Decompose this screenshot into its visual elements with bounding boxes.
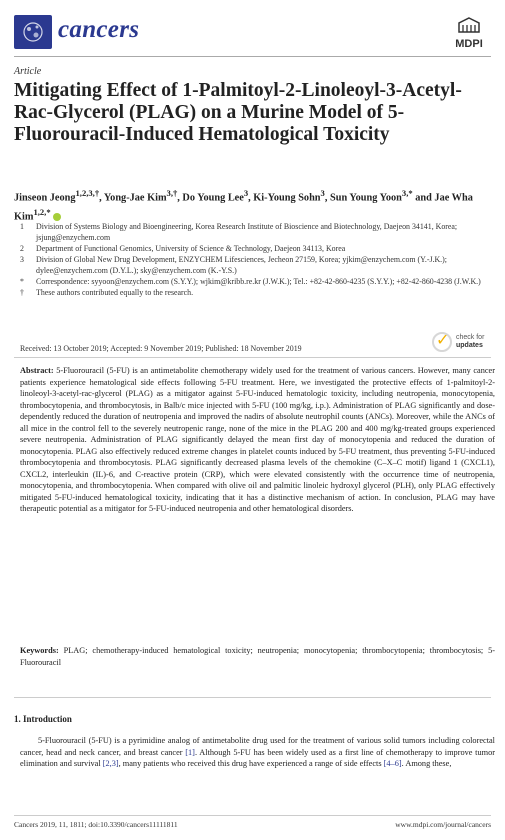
author-list [14,186,494,225]
author-name[interactable]: Yong-Jae Kim [103,192,167,204]
author-affiliation-marks: 1,2,* [33,207,51,218]
affiliation-text: Division of Systems Biology and Bioengineering, Korea Research Institute of Bioscience and Biotechnology, Daejeon 34141, Korea; jsjung@enzychem.com [36,222,458,242]
dates-divider [14,357,491,358]
footer-divider [14,815,491,816]
author-separator: , [99,192,104,204]
header-divider [14,56,491,57]
author-name[interactable]: Jae Wha Kim [14,192,473,223]
check-updates-line1: check for [456,334,485,341]
check-for-updates-button[interactable] [432,330,494,356]
correspondence-text[interactable]: Correspondence: syyoon@enzychem.com (S.Y.Y.); wjkim@kribb.re.kr (J.W.K.); Tel.: +82-42-860-4235 (S.Y.Y.); +82-42-860-4238 (J.W.K.) [36,277,481,286]
affiliation-item [20,254,490,276]
check-mark-icon: ✓ [436,330,450,349]
author-affiliation-marks: 3 [320,188,325,198]
affiliation-mark: 3 [20,255,24,264]
author-name[interactable]: Do Young Lee [182,192,244,204]
affiliation-text: Division of Global New Drug Development, ENZYCHEM Lifesciences, Jecheon 27159, Korea; yjkim@enzychem.com (Y.-J.K.); dylee@enzychem.com (D.Y.L.); sky@enzychem.com (K.-Y.S.) [36,255,447,275]
article-title: Mitigating Effect of 1-Palmitoyl-2-Linoleoyl-3-Acetyl-Rac-Glycerol (PLAG) on a Murine Model of 5-Fluorouracil-Induced Hematological Toxicity [14,80,462,145]
author-affiliation-marks: 3 [243,188,249,198]
keywords-label: Keywords: [20,646,59,655]
introduction-paragraph [20,735,495,770]
author-separator: and [412,192,435,204]
affiliation-text: Department of Functional Genomics, University of Science & Technology, Daejeon 34113, Korea [36,244,346,253]
footer-journal-url[interactable]: www.mdpi.com/journal/cancers [395,820,491,829]
publication-dates: Received: 13 October 2019; Accepted: 9 November 2019; Published: 18 November 2019 [20,344,302,353]
check-updates-line2: updates [456,342,483,349]
abstract-text: 5-Fluorouracil (5-FU) is an antimetabolite chemotherapy widely used for the treatment of various cancers. However, many cancer patients experience hematological side effects following 5-FU treatment. Here, we investigated the protective effects of 1-palmitoyl-2-linoleoyl-3-acetyl-rac-glycerol (PLAG) as a mitigator against 5-FU-induced hematologic toxicity, including neutropenia, monocytopenia, thrombocytopenia, and thrombocytosis, in Balb/c mice injected with 5-FU (100 mg/kg, i.p.). Administration of PLAG significantly and dose-dependently reduced the duration of neutropenia and improved the nadirs of absolute neutrophil counts (ANCs). Moreover, while the ANCs of all mice in the control fell to the severely neutropenic range, none of the mice in the PLAG 200 and 400 mg/kg-treated groups experienced severe neutropenia. Administration of PLAG significantly delayed the mean first day of monocytopenia and reduced the duration of monocytopenia. PLAG also effectively reduced extreme changes in platelet counts induced by 5-FU treatment, thus preventing 5-FU-induced thrombocytopenia and thrombocytosis. PLAG significantly decreased plasma levels of the chemokine (C–X–C motif) ligand 1 (CXCL1), CXCL2, interleukin (IL)-6, and C-reactive protein (CRP), which were elevated consistently with the occurrence time of neutropenia, monocytopenia, and thrombocytopenia. When compared with olive oil and palmitic linoleic hydroxyl glycerol (PLH), only PLAG effectively mitigated 5-FU-induced hematological toxicity, indicating that it has a distinctive mechanism of action. In conclusion, PLAG may have therapeutic potential as a mitigator for 5-FU-induced neutropenia and other hematological disorders. [20,366,495,513]
intro-text: . Although 5-FU has been widely used as a first line of chemotherapy to improve tumor elimination and survival [20,747,495,768]
affiliation-mark: 1 [20,222,24,231]
mdpi-logo-icon [457,17,481,33]
note-mark: † [20,288,24,297]
article-type: Article [14,66,42,77]
intro-text: . Among these, [401,759,452,768]
section-divider [14,697,491,698]
footer-citation: Cancers 2019, 11, 1811; doi:10.3390/cancers11111811 [14,820,178,829]
correspondence-mark: * [20,277,24,286]
keywords [20,645,495,668]
author-name[interactable]: Jinseon Jeong [14,192,76,204]
affiliation-item [20,243,490,254]
journal-name[interactable]: cancers [58,16,140,43]
affiliation-mark: 2 [20,244,24,253]
citation-link[interactable]: [4–6] [383,759,402,768]
check-updates-label [456,334,484,350]
affiliation-item [20,221,490,243]
keywords-text: PLAG; chemotherapy-induced hematological toxicity; neutropenia; monocytopenia; thrombocytopenia; thrombocytosis; 5-Fluorouracil [20,646,495,667]
author-separator: , [324,192,330,204]
publisher-name: MDPI [455,38,483,50]
citation-link[interactable]: [2,3] [102,759,119,768]
abstract-label: Abstract: [20,366,54,375]
equal-contribution-note [20,287,490,298]
citation-link[interactable]: [1] [185,747,195,757]
intro-text: 5-Fluorouracil (5-FU) is a pyrimidine analog of antimetabolite drug used for the treatment of various solid tumors including colorectal cancer, head and neck cancer, and breast cancer [20,736,495,757]
author-name[interactable]: Ki-Young Sohn [253,192,321,204]
author-affiliation-marks: 3,* [401,188,413,198]
journal-logo-icon [14,15,52,49]
author-separator: , [248,192,254,204]
author-affiliation-marks: 1,2,3,† [75,188,100,198]
author-name[interactable]: Sun Young Yoon [329,192,402,204]
mdpi-logo[interactable] [448,17,490,50]
note-text: These authors contributed equally to the research. [36,288,194,297]
affiliations [20,221,490,298]
abstract [20,365,495,515]
author-separator: , [177,192,183,204]
author-affiliation-marks: 3,† [166,188,178,198]
intro-text: , many patients who received this drug have experienced a range of side effects [118,759,384,768]
section-heading: 1. Introduction [14,714,72,724]
correspondence [20,276,490,287]
